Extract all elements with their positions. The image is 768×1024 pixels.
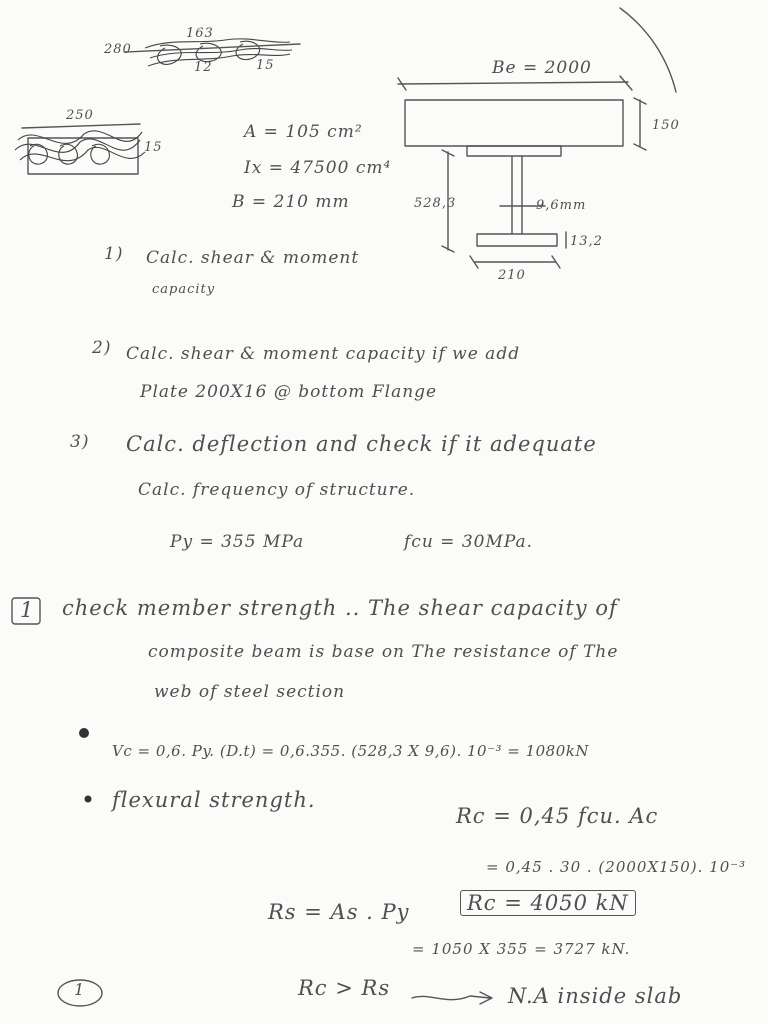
yield-strength: Py = 355 MPa xyxy=(170,532,305,552)
task-number: 2) xyxy=(92,338,112,358)
arrow-icon xyxy=(412,992,492,1004)
answer-text: web of steel section xyxy=(154,682,346,702)
effective-width-label: Be = 2000 xyxy=(492,58,592,78)
web-thickness-label: 9,6mm xyxy=(536,198,587,213)
scratch-dim: 15 xyxy=(256,58,275,73)
scratch-dim: 12 xyxy=(194,60,213,75)
shear-capacity-equation: Vc = 0,6. Py. (D.t) = 0,6.355. (528,3 X 9,6). 10⁻³ = 1080kN xyxy=(112,742,589,760)
width-value: B = 210 mm xyxy=(232,192,350,212)
scratch-dim: 250 xyxy=(66,108,94,123)
answer-heading: check member strength .. The shear capacity of xyxy=(62,596,618,620)
scratch-dim: 280 xyxy=(104,42,132,57)
rs-calculation: = 1050 X 355 = 3727 kN. xyxy=(412,940,631,958)
bullet-dot xyxy=(85,796,92,803)
composite-section-drawing xyxy=(398,8,676,268)
neutral-axis-conclusion: N.A inside slab xyxy=(508,984,683,1008)
rc-calculation: = 0,45 . 30 . (2000X150). 10⁻³ xyxy=(486,858,747,876)
task-text: Calc. shear & moment xyxy=(146,248,360,268)
depth-label: 528,3 xyxy=(414,196,457,211)
rc-equation: Rc = 0,45 fcu. Ac xyxy=(456,804,659,828)
task-text: Plate 200X16 @ bottom Flange xyxy=(140,382,438,402)
task-text: Calc. deflection and check if it adequate xyxy=(126,432,597,456)
scratch-left-sketch xyxy=(15,124,145,174)
answer-text: composite beam is base on The resistance of The xyxy=(148,642,619,662)
slab-thickness-label: 150 xyxy=(652,118,680,133)
rc-result-box: Rc = 4050 kN xyxy=(460,890,636,916)
circle-mark-label: 1 xyxy=(74,980,86,999)
comparison: Rc > Rs xyxy=(298,976,391,1000)
scratch-dim: 163 xyxy=(186,26,214,41)
rs-equation: Rs = As . Py xyxy=(268,900,410,924)
inertia-value: Ix = 47500 cm⁴ xyxy=(244,158,392,178)
area-value: A = 105 cm² xyxy=(244,122,363,142)
concrete-strength: fcu = 30MPa. xyxy=(404,532,534,552)
flange-thickness-label: 13,2 xyxy=(570,234,603,249)
task-text: capacity xyxy=(152,282,216,297)
task-text: Calc. frequency of structure. xyxy=(138,480,416,500)
task-text: Calc. shear & moment capacity if we add xyxy=(126,344,521,364)
scratch-dim: 15 xyxy=(144,140,163,155)
task-number: 3) xyxy=(70,432,90,452)
bullet-dot xyxy=(79,728,89,738)
answer-number: 1 xyxy=(20,598,35,622)
flexural-label: flexural strength. xyxy=(112,788,316,812)
flange-width-label: 210 xyxy=(498,268,526,283)
task-number: 1) xyxy=(104,244,124,264)
